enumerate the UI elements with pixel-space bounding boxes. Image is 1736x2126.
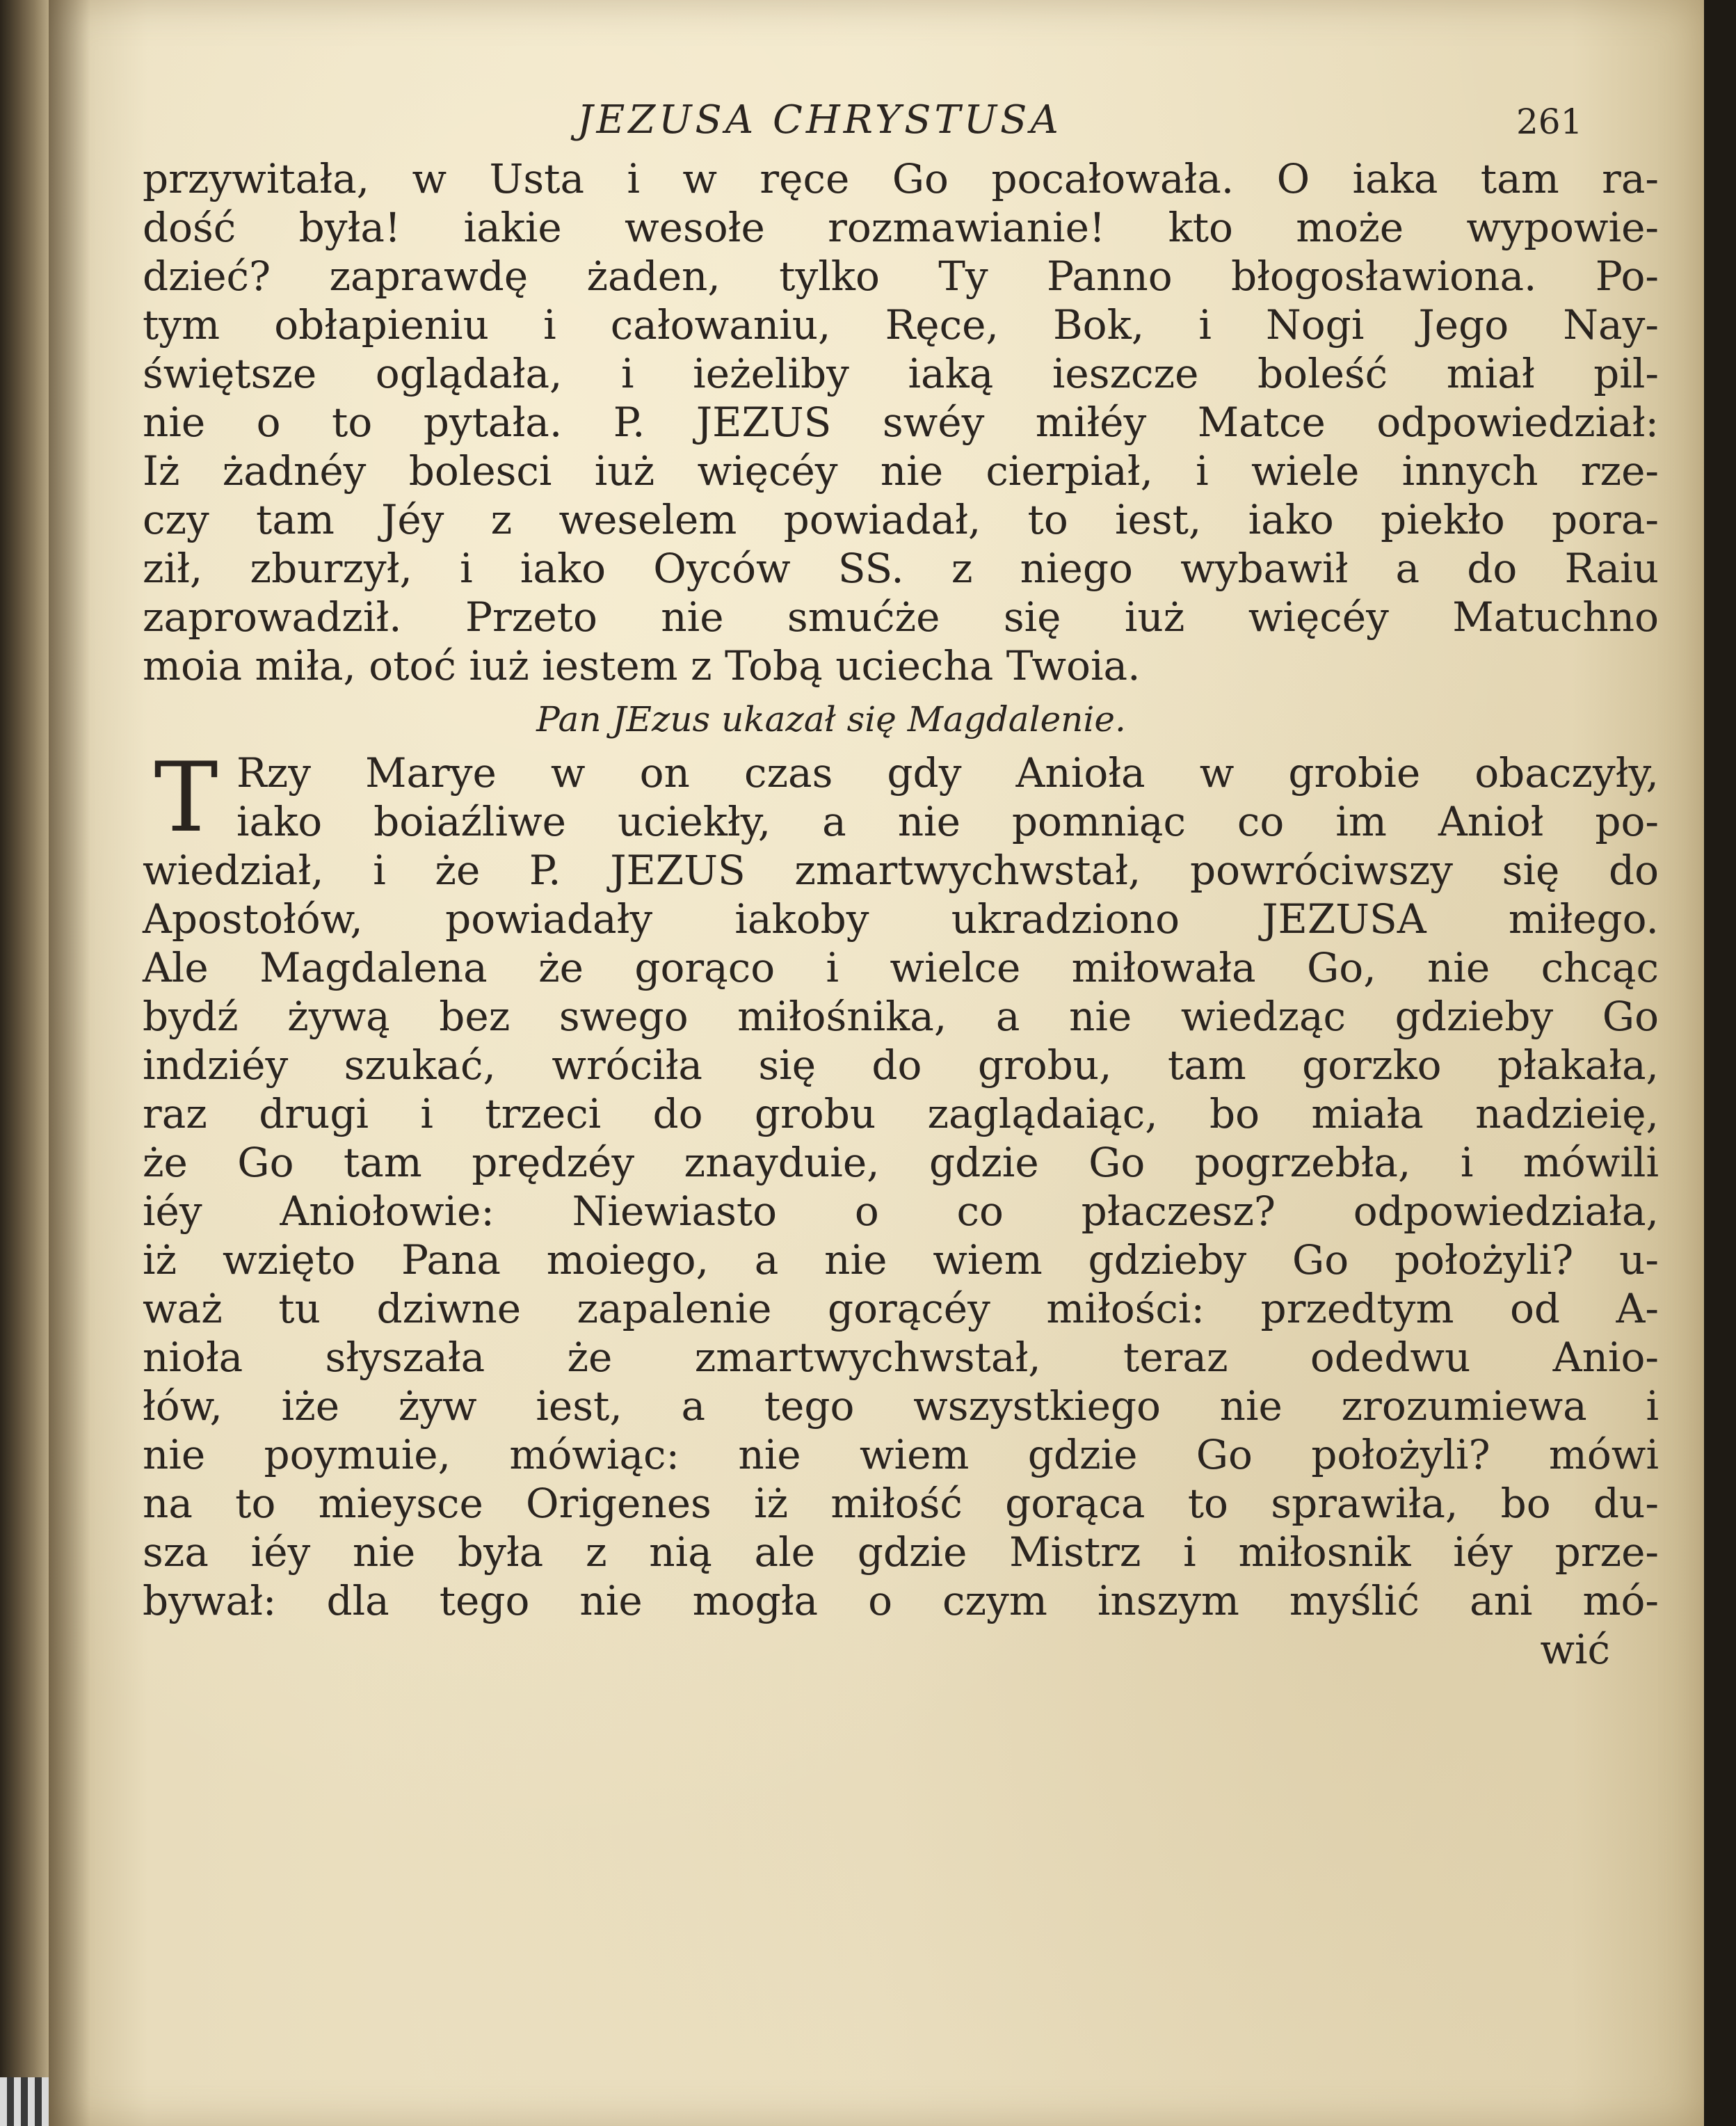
catchword-line: [143, 1625, 1659, 1674]
text-line: czy tam Jéy z weselem powiadał, to iest, iako piekło pora-: [143, 496, 1659, 543]
text-line: sza iéy nie była z nią ale gdzie Mistrz i miłosnik iéy prze-: [143, 1528, 1659, 1576]
text-line: dzieć? zaprawdę żaden, tylko Ty Panno błogosławiona. Po-: [143, 253, 1659, 300]
book-binding: [0, 0, 49, 2126]
page-number: 261: [1516, 102, 1583, 142]
text-line: dość była! iakie wesołe rozmawianie! kto może wypowie-: [143, 204, 1659, 251]
text-line: na to mieysce Origenes iż miłość gorąca to sprawiła, bo du-: [143, 1480, 1659, 1527]
text-line: świętsze oglądała, i ieżeliby iaką ieszcze boleść miał pil-: [143, 350, 1659, 397]
text-line: bydź żywą bez swego miłośnika, a nie wiedząc gdzieby Go: [143, 993, 1659, 1040]
text-line: tym obłapieniu i całowaniu, Ręce, Bok, i Nogi Jego Nay-: [143, 301, 1659, 349]
text-line: iako boiaźliwe uciekły, a nie pomniąc co im Anioł po-: [236, 798, 1659, 845]
text-line: zaprowadził. Przeto nie smućże się iuż więcéy Matuchno: [143, 593, 1659, 641]
drop-cap: T: [154, 742, 218, 854]
paragraph-2: [143, 742, 1659, 1625]
text-line: ził, zburzył, i iako Oyców SS. z niego wybawił a do Raiu: [143, 545, 1659, 592]
text-line: łów, iże żyw iest, a tego wszystkiego nie zrozumiewa i: [143, 1382, 1659, 1430]
paragraph-1: [143, 154, 1659, 690]
text-line: nie poymuie, mówiąc: nie wiem gdzie Go położyli? mówi: [143, 1431, 1659, 1478]
text-line: moia miła, otoć iuż iestem z Tobą uciecha Twoia.: [143, 642, 1141, 689]
text-block: [143, 154, 1659, 1674]
text-line: przywitała, w Usta i w ręce Go pocałowała. O iaka tam ra-: [143, 155, 1659, 202]
text-line: iéy Aniołowie: Niewiasto o co płaczesz? odpowiedziała,: [143, 1188, 1659, 1235]
section-heading: Pan JEzus ukazał się Magdalenie.: [536, 699, 1126, 740]
page-header: [49, 97, 1704, 153]
text-line: Rzy Marye w on czas gdy Anioła w grobie obaczyły,: [236, 749, 1659, 797]
text-line: bywał: dla tego nie mogła o czym inszym myślić ani mó-: [143, 1577, 1659, 1624]
book-page: [49, 0, 1704, 2126]
catchword: wić: [1540, 1626, 1610, 1673]
gutter-shadow: [49, 0, 90, 2126]
text-line: Ale Magdalena że gorąco i wielce miłowała Go, nie chcąc: [143, 944, 1659, 991]
text-line: wiedział, i że P. JEZUS zmartwychwstał, powróciwszy się do: [143, 847, 1659, 894]
text-line: raz drugi i trzeci do grobu zaglądaiąc, bo miała nadzieię,: [143, 1090, 1659, 1137]
text-line: nioła słyszała że zmartwychwstał, teraz odedwu Anio-: [143, 1334, 1659, 1381]
text-line: nie o to pytała. P. JEZUS swéy miłéy Matce odpowiedział:: [143, 399, 1659, 446]
text-line: iż wzięto Pana moiego, a nie wiem gdzieby Go położyli? u-: [143, 1236, 1659, 1284]
running-head: JEZUSA CHRYSTUSA: [577, 97, 1062, 143]
text-line: Iż żadnéy bolesci iuż więcéy nie cierpiał, i wiele innych rze-: [143, 447, 1659, 495]
text-line: że Go tam prędzéy znayduie, gdzie Go pogrzebła, i mówili: [143, 1139, 1659, 1186]
text-line: indziéy szukać, wróciła się do grobu, tam gorzko płakała,: [143, 1041, 1659, 1089]
text-line: waż tu dziwne zapalenie gorącéy miłości: przedtym od A-: [143, 1285, 1659, 1332]
text-line: Apostołów, powiadały iakoby ukradziono JEZUSA miłego.: [143, 895, 1659, 943]
